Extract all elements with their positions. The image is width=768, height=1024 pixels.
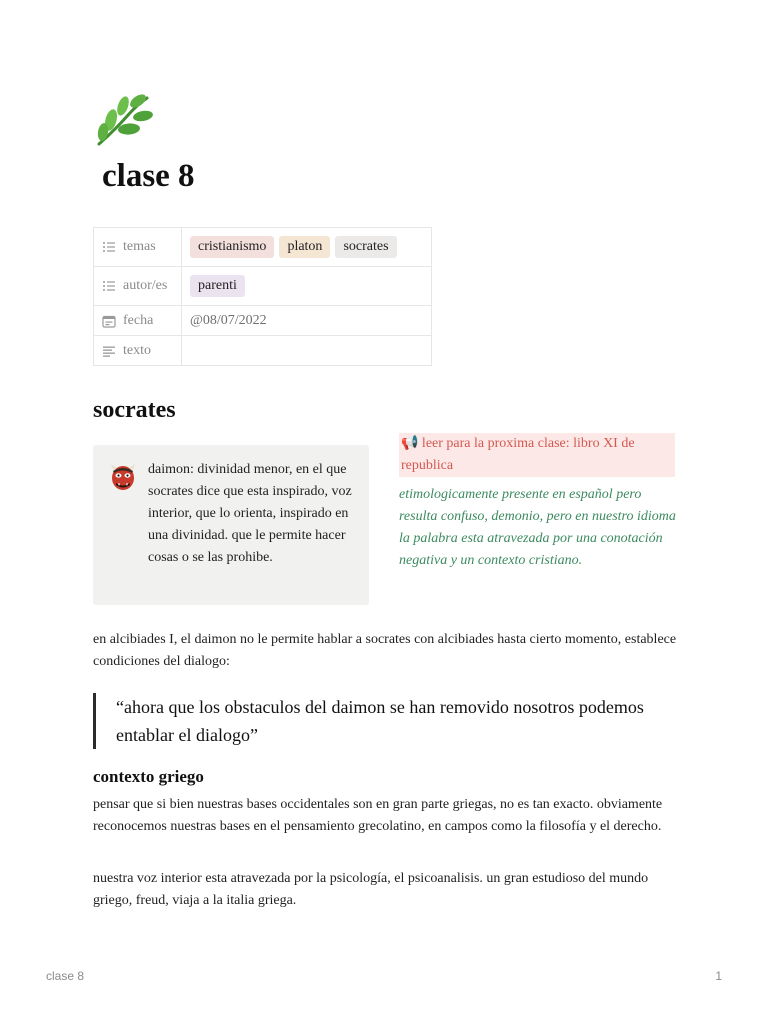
- paragraph: en alcibiades I, el daimon no le permite hablar a socrates con alcibiades hasta cierto momento, establece condiciones del dialogo:: [93, 632, 677, 669]
- page-title: clase 8: [102, 158, 195, 194]
- page-number: 1: [715, 969, 722, 983]
- paragraph: nuestra voz interior esta atravezada por la psicología, el psicoanalisis. un gran estudioso del mundo griego, freud, viaja a la italia griega.: [93, 871, 649, 908]
- tag-socrates[interactable]: socrates: [335, 236, 396, 258]
- list-icon: [102, 240, 116, 254]
- property-key: texto: [123, 342, 151, 358]
- highlight-note: 📢 leer para la proxima clase: libro XI de republica: [399, 433, 675, 477]
- text-icon: [102, 344, 116, 358]
- tag-parenti[interactable]: parenti: [190, 275, 245, 297]
- quote-block: “ahora que los obstaculos del daimon se han removido nosotros podemos entablar el dialogo”: [93, 693, 653, 749]
- callout-block: [93, 445, 369, 605]
- property-key: fecha: [123, 312, 154, 328]
- section-heading: socrates: [93, 397, 176, 423]
- text-value[interactable]: [182, 336, 432, 366]
- list-icon: [102, 279, 116, 293]
- callout-text: daimon: divinidad menor, en el que socrates dice que esta inspirado, voz interior, que lo orienta, inspirado en una divinidad. que le permite hacer cosas o se las prohibe.: [148, 462, 352, 565]
- paragraph: pensar que si bien nuestras bases occidentales son en gran parte griegas, no es tan exacto. obviamente reconocemos nuestras bases en el pensamiento grecolatino, en campos como la filosofía y el derecho.: [93, 797, 663, 834]
- date-value[interactable]: @08/07/2022: [182, 306, 432, 336]
- subsection-heading: contexto griego: [93, 767, 204, 786]
- ogre-mask-icon: [109, 463, 137, 491]
- tag-platon[interactable]: platon: [279, 236, 330, 258]
- calendar-icon: [102, 314, 116, 328]
- tag-cristianismo[interactable]: cristianismo: [190, 236, 274, 258]
- property-key: temas: [123, 239, 156, 254]
- property-row-autores: [94, 267, 432, 306]
- footer-title: clase 8: [46, 969, 85, 983]
- property-row-fecha: [94, 306, 432, 336]
- property-key: autor/es: [123, 278, 168, 293]
- property-row-texto: [94, 336, 432, 366]
- italic-note: etimologicamente presente en español pero resulta confuso, demonio, pero en nuestro idioma la palabra esta atravezada por una conotación negativa y un contexto cristiano.: [399, 487, 676, 568]
- property-row-temas: [94, 228, 432, 267]
- herb-icon: [93, 92, 153, 148]
- properties-table: [93, 227, 432, 366]
